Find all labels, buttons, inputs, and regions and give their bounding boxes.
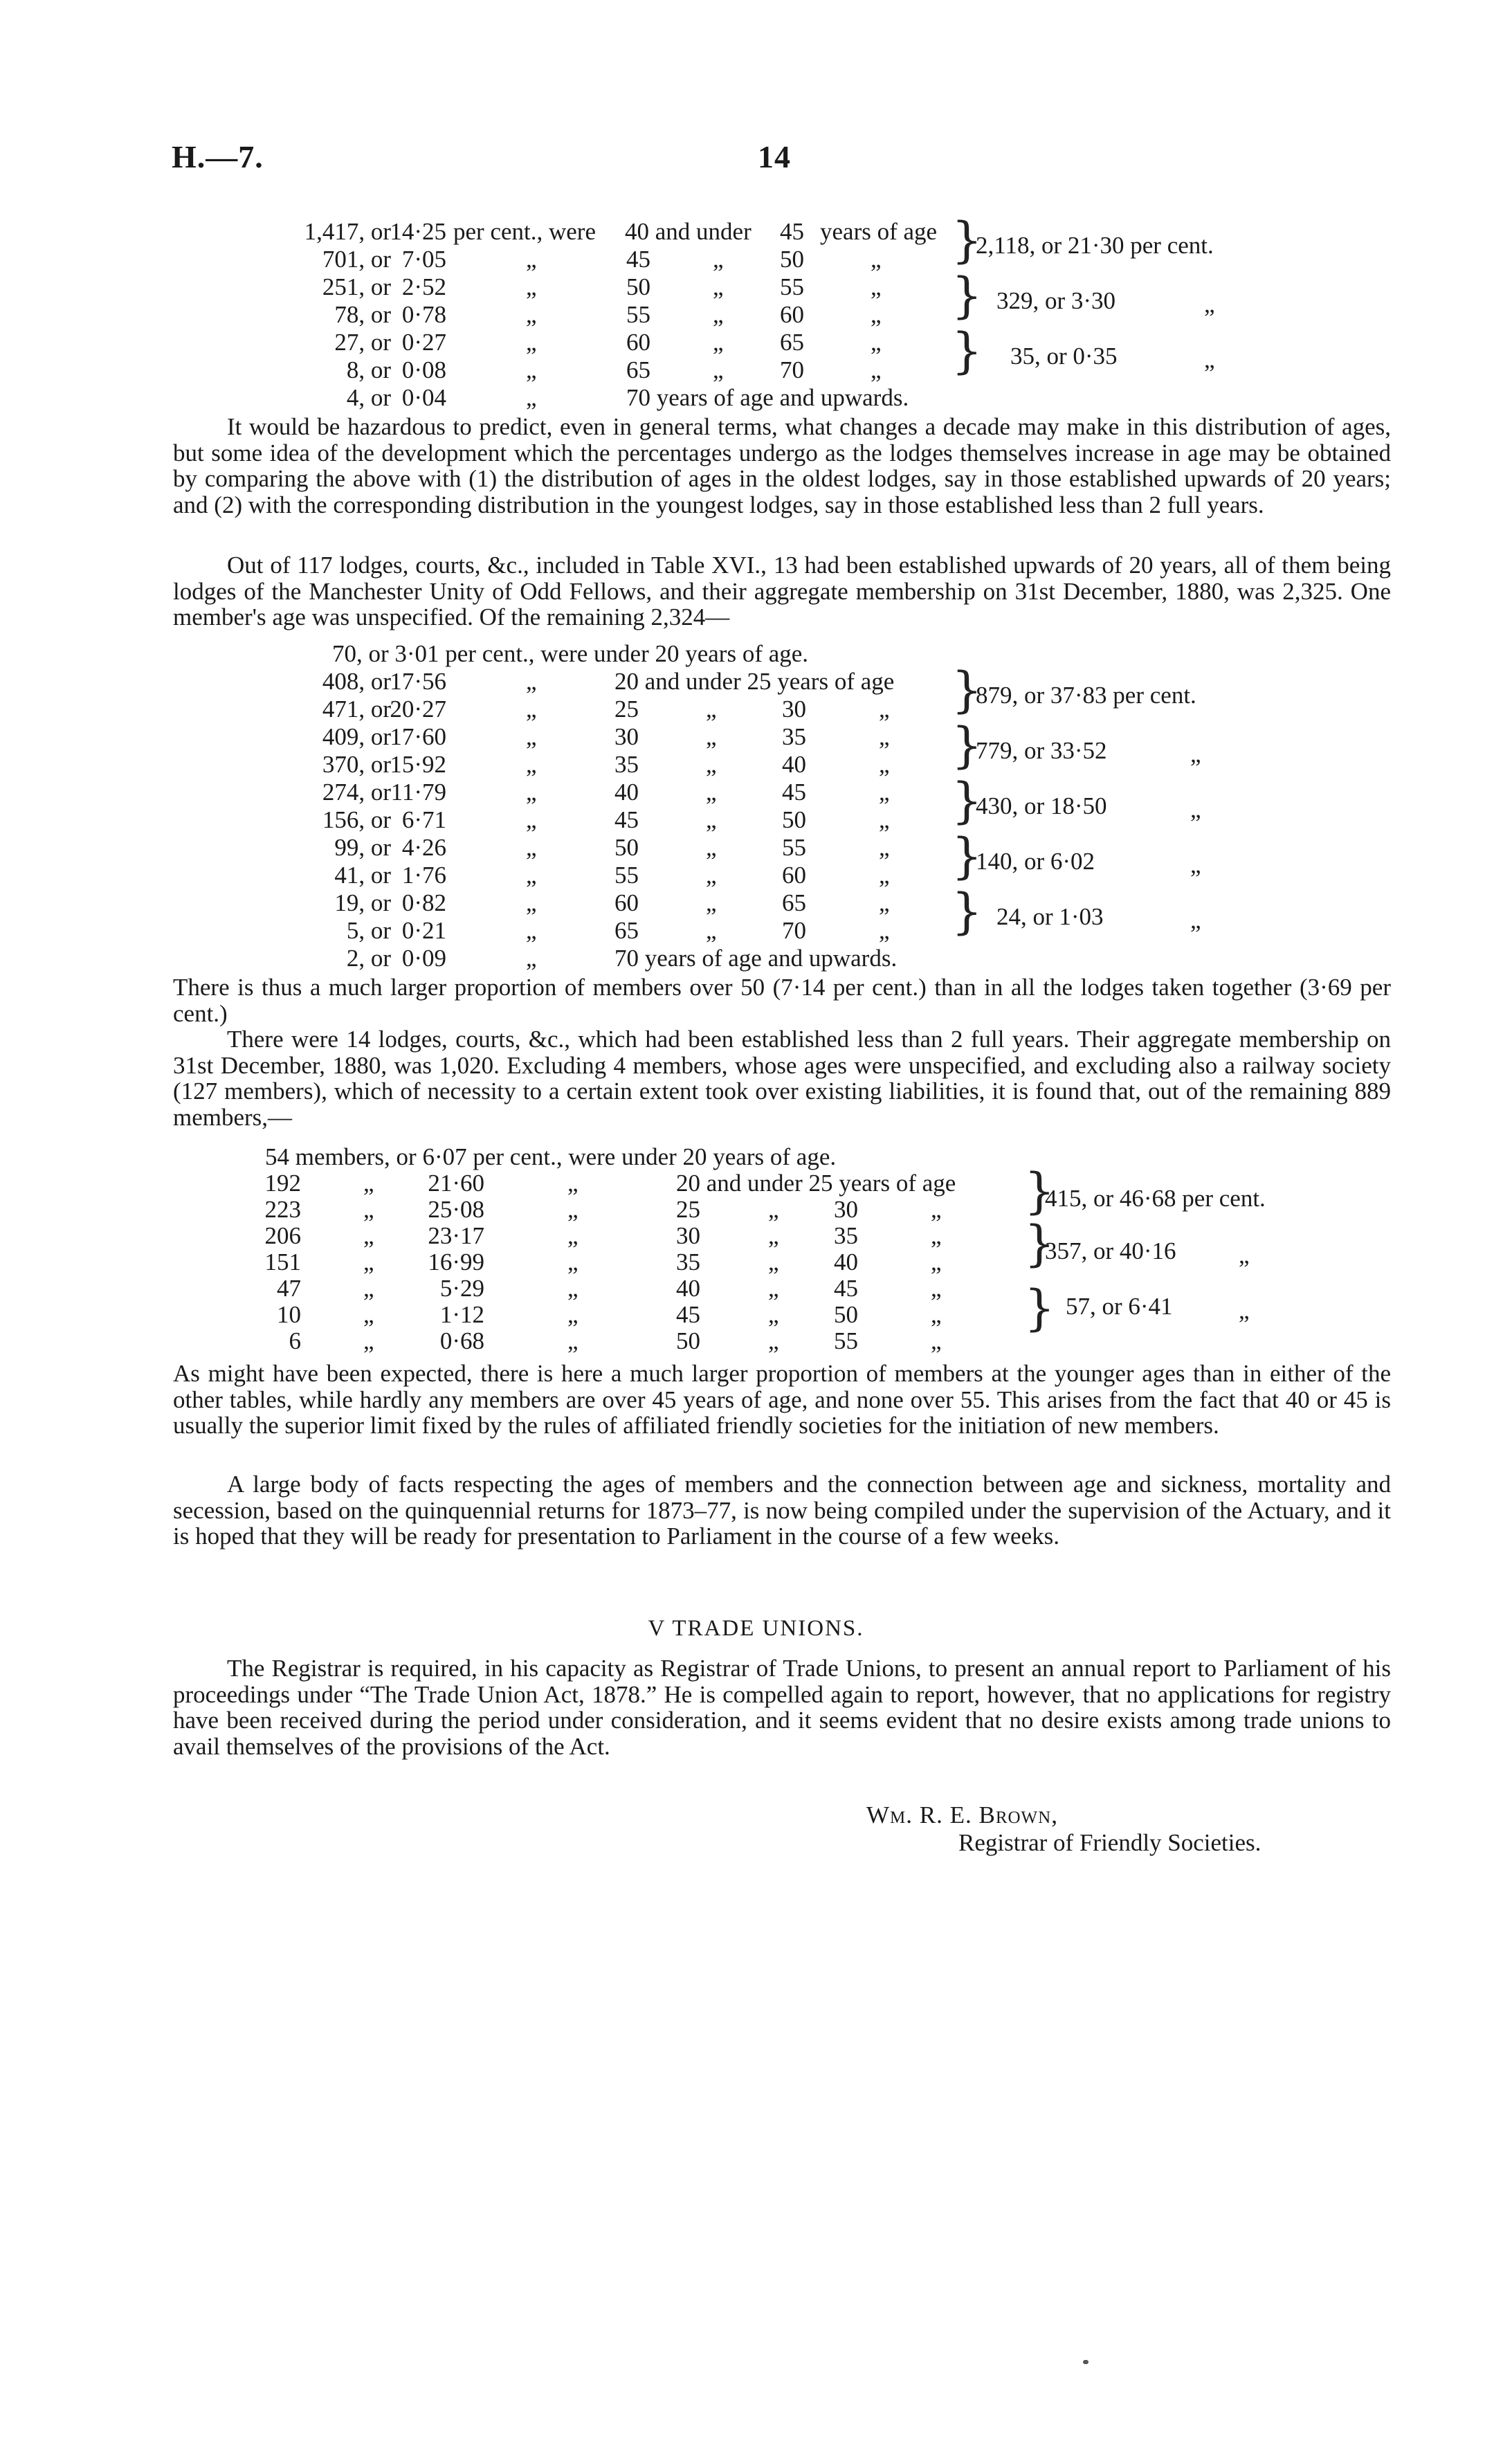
brace-symbol: } (951, 662, 983, 718)
brace-symbol: } (951, 883, 983, 940)
brace-symbol: } (951, 828, 983, 884)
group-total: 329, or 3·30 (996, 287, 1116, 314)
ditto-mark: „ (1239, 1297, 1250, 1324)
paragraph: As might have been expected, there is here a much larger proportion of members at the younger ages than in either of the other tables, while hardly any members are over 45 years of age, and none over 55. This arises from the fact that 40 or 45 is usually the superior limit fixed by the rules of affiliated friendly societies for the initiation of new members. (173, 1360, 1391, 1439)
section-heading: V TRADE UNIONS. (648, 1616, 864, 1641)
brace-symbol: } (1024, 1163, 1055, 1219)
print-mark (1083, 2360, 1089, 2364)
ditto-mark: „ (1190, 851, 1201, 878)
signature-title: Registrar of Friendly Societies. (958, 1829, 1261, 1856)
paragraph: Out of 117 lodges, courts, &c., included in Table XVI., 13 had been established upwards of 20 years, all of them being lodges of the Manchester Unity of Odd Fellows, and their aggregate membership on 31st December, 1880, was 2,325. One member's age was unspecified. Of the remaining 2,324— (173, 552, 1391, 630)
ditto-mark: „ (1204, 346, 1215, 373)
group-total: 24, or 1·03 (996, 903, 1104, 930)
brace-symbol: } (1024, 1215, 1055, 1272)
group-total: 57, or 6·41 (1066, 1293, 1173, 1320)
brace-symbol: } (951, 212, 983, 269)
group-total: 2,118, or 21·30 per cent. (976, 232, 1214, 259)
ditto-mark: „ (1239, 1242, 1250, 1269)
paragraph: It would be hazardous to predict, even in general terms, what changes a decade may make in this distribution of ages, but some idea of the development which the percentages undergo as the lodges themselves increase in age may be obtained by comparing the above with (1) the distribution of ages in the oldest lodges, say in those established upwards of 20 years; and (2) with the corresponding distribution in the youngest lodges, say in those established less than 2 full years. (173, 413, 1391, 518)
brace-symbol: } (1024, 1280, 1055, 1336)
group-total: 879, or 37·83 per cent. (976, 682, 1196, 709)
group-total: 430, or 18·50 (976, 792, 1107, 819)
signature-name: Wm. R. E. Brown, (866, 1801, 1058, 1828)
paragraph: The Registrar is required, in his capacity as Registrar of Trade Unions, to present an annual report to Parliament of his proceedings under “The Trade Union Act, 1878.” He is compelled again to report, however, that no applications for registry have been received during the period under consideration, and it seems evident that no desire exists among trade unions to avail themselves of the provisions of the Act. (173, 1655, 1391, 1760)
paragraph: A large body of facts respecting the ages of members and the connection between age and sickness, mortality and secession, based on the quinquennial returns for 1873–77, is now being compiled under the supervision of the Actuary, and it is hoped that they will be ready for presentation to Parliament in the course of a few weeks. (173, 1471, 1391, 1550)
document-page: H.—7. 14 1,417, or 14·25 per cent., were 40 and under 45 years of age 701, or 7·05 „ 45 „ 50 „ 251, or 2·52 „ 50 „ 55 „ 78, or 0·78 „ 55 „ 60 „ 27, or 0·27 „ 60 „ 65 „ 8, or 0·08 „ 65 „ 70 „ 4, or 0·04 „ 70 years of age and upwards. } 2,118, or 21·30 per cent. } 329, or 3·30 „ } 35, or 0·35 „ It would be hazardous to predict, even in general terms, what changes a decade may make in this distribution of ages, but some idea of the development which the percentages undergo as the lodges themselves increase in age may be obtained by comparing the above with (1) the distribution of ages in the oldest lodges, say in those established upwards of 20 years; and (2) with the corresponding distribution in the youngest lodges, say in those established less than 2 full years. Out of 117 lodges, courts, &c., included in Table XVI., 13 had been established upwards of 20 years, all of them being lodges of the Manchester Unity of Odd Fellows, and their aggregate membership on 31st December, 1880, was 2,325. One member's age was unspecified. Of the remaining 2,324— 70, or 3·01 per cent., were under 20 years of age. 408, or 17·56 „ 20 and under 25 years of age 471, or 20·27 „ 25 „ 30 „ 409, or 17·60 „ 30 „ 35 „ 370, or 15·92 „ 35 „ 40 „ 274, or 11·79 „ 40 „ 45 „ 156, or 6·71 „ 45 „ 50 „ 99, or 4·26 „ 50 „ 55 „ 41, or 1·76 „ 55 „ 60 „ 19, or 0·82 „ 60 „ 65 „ 5, or 0·21 „ 65 „ 70 „ 2, or 0·09 „ 70 years of age and upwards. } 879, or 37·83 per cent. } 779, or 33·52 „ } 430, or 18·50 „ } 140, or 6·02 „ } 24, or 1·03 „ There is thus a much larger proportion of members over 50 (7·14 per cent.) than in all the lodges taken together (3·69 per cent.) There were 14 lodges, courts, &c., which had been established less than 2 full years. Their aggregate membership on 31st December, 1880, was 1,020. Excluding 4 members, whose ages were unspecified, and excluding also a railway society (127 members), which of necessity to a certain extent took over existing liabilities, it is found that, out of the remaining 889 members,— 54 members, or 6·07 per cent., were under 20 years of age. 192 „ 21·60 „ 20 and under 25 years of age 223 „ 25·08 „ 25 „ 30 „ 206 „ 23·17 „ 30 „ 35 „ 151 „ 16·99 „ 35 „ 40 „ 47 „ 5·29 „ 40 „ 45 „ 10 „ 1·12 „ 45 „ 50 „ 6 „ 0·68 „ 50 „ 55 „ } 415, or 46·68 per cent. } 357, or 40·16 „ } 57, or 6·41 „ As might have been expected, there is here a much larger proportion of members at the younger ages than in either of the other tables, while hardly any members are over 45 years of age, and none over 55. This arises from the fact that 40 or 45 is usually the superior limit fixed by the rules of affiliated friendly societies for the initiation of new members. A large body of facts respecting the ages of members and the connection between age and sickness, mortality and secession, based on the quinquennial returns for 1873–77, is now being compiled under the supervision of the Actuary, and it is hoped that they will be ready for presentation to Parliament in the course of a few weeks. V TRADE UNIONS. The Registrar is required, in his capacity as Registrar of Trade Unions, to present an annual report to Parliament of his proceedings under “The Trade Union Act, 1878.” He is compelled again to report, however, that no applications for registry have been received during the period under consideration, and it seems evident that no desire exists among trade unions to avail themselves of the provisions of the Act. Wm. R. E. Brown, Registrar of Friendly Societies. (0, 0, 1512, 2452)
brace-symbol: } (951, 717, 983, 774)
group-total: 779, or 33·52 (976, 737, 1107, 764)
group-total: 140, or 6·02 (976, 848, 1095, 875)
group-total: 415, or 46·68 per cent. (1045, 1185, 1266, 1212)
ditto-mark: „ (1190, 741, 1201, 768)
ditto-mark: „ (1190, 796, 1201, 823)
group-total: 35, or 0·35 (1010, 343, 1118, 370)
brace-symbol: } (951, 267, 983, 324)
page-number: 14 (758, 139, 791, 174)
paragraph: There is thus a much larger proportion of members over 50 (7·14 per cent.) than in all the lodges taken together (3·69 per cent.) (173, 974, 1391, 1027)
ditto-mark: „ (1204, 291, 1215, 318)
group-total: 357, or 40·16 (1045, 1237, 1176, 1264)
ditto-mark: „ (1190, 907, 1201, 934)
brace-symbol: } (951, 323, 983, 379)
page-header-label: H.—7. (172, 139, 264, 174)
brace-symbol: } (951, 772, 983, 829)
paragraph: There were 14 lodges, courts, &c., which had been established less than 2 full years. Their aggregate membership on 31st December, 1880, was 1,020. Excluding 4 members, whose ages were unspecified, and excluding also a railway society (127 members), which of necessity to a certain extent took over existing liabilities, it is found that, out of the remaining 889 members,— (173, 1026, 1391, 1131)
